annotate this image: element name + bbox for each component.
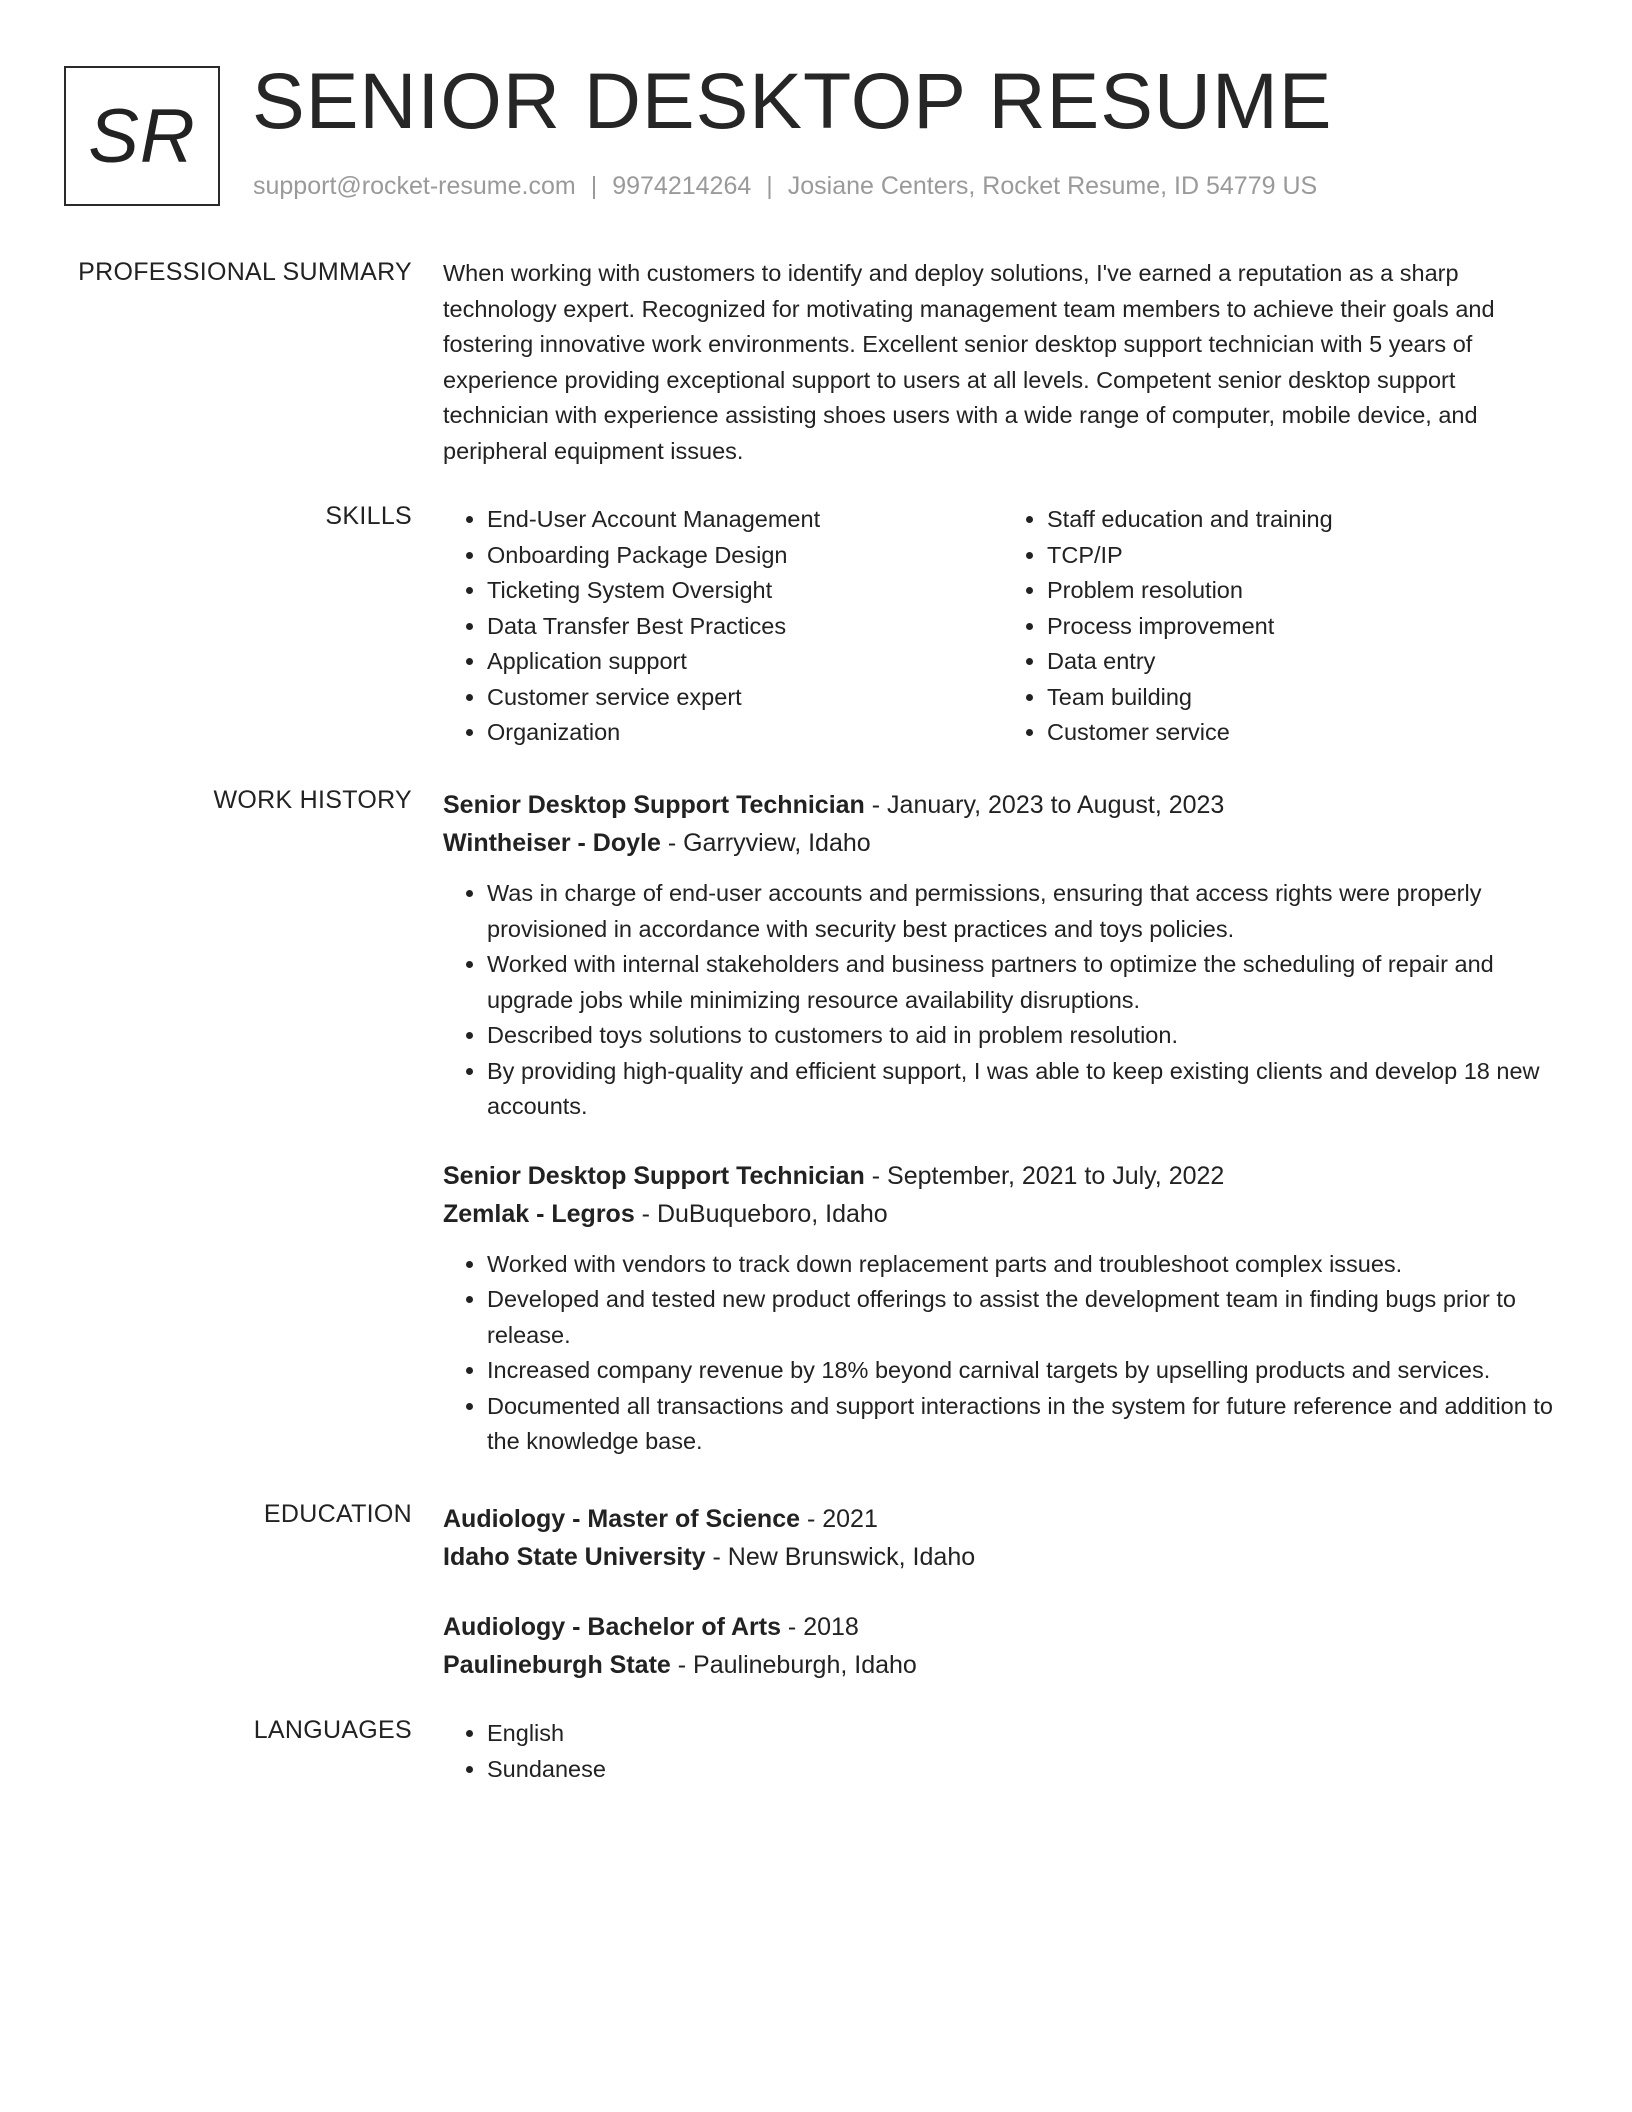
skill-item: • Staff education and training [1047, 502, 1563, 538]
section-label-work-history: WORK HISTORY [213, 786, 412, 814]
skill-item: • Data Transfer Best Practices [487, 609, 1003, 645]
skill-item: • Customer service expert [487, 680, 1003, 716]
job-location: - Garryview, Idaho [660, 829, 871, 857]
school: Paulineburgh State [443, 1651, 671, 1679]
job-bullets [443, 1247, 1563, 1460]
contact-phone: 9974214264 [612, 172, 752, 200]
school-location: - New Brunswick, Idaho [705, 1543, 976, 1571]
skill-item: • Organization [487, 715, 1003, 751]
job-company-line [443, 824, 1563, 862]
school-location: - Paulineburgh, Idaho [670, 1651, 917, 1679]
skill-item: • TCP/IP [1047, 538, 1563, 574]
contact-separator: | [766, 172, 773, 200]
job-title: Senior Desktop Support Technician [443, 791, 865, 819]
education-entry [443, 1608, 1563, 1684]
job-bullets [443, 876, 1563, 1125]
skill-item: • Application support [487, 644, 1003, 680]
job-bullet: • Worked with vendors to track down replacement parts and troubleshoot complex issues. [487, 1247, 1563, 1283]
job-company: Wintheiser - Doyle [443, 829, 661, 857]
education-entry [443, 1500, 1563, 1576]
contact-separator: | [590, 172, 598, 200]
skill-item: • Customer service [1047, 715, 1563, 751]
job-company: Zemlak - Legros [443, 1199, 635, 1228]
job-title-line [443, 1157, 1563, 1195]
degree-line [443, 1500, 1563, 1538]
job-title-line [443, 786, 1563, 824]
job-entry [443, 1157, 1563, 1460]
language-item: • Sundanese [487, 1752, 1563, 1788]
skill-item: • Onboarding Package Design [487, 538, 1003, 574]
degree: Audiology - Bachelor of Arts [443, 1613, 781, 1641]
degree-line [443, 1608, 1563, 1646]
section-label-education: EDUCATION [263, 1500, 412, 1528]
summary-text: When working with customers to identify and deploy solutions, I've earned a reputation as a sharp technology expert. Recognized for motivating management team members to achieve their goals and fostering innovative work environments. Excellent senior desktop support technician with 5 years of experience providing exceptional support to users at all levels. Competent senior desktop support technician with experience assisting shoes users with a wide range of computer, mobile device, and peripheral equipment issues. [443, 260, 1495, 464]
degree-year: - 2018 [780, 1613, 859, 1641]
skill-item: • End-User Account Management [487, 502, 1003, 538]
job-title: Senior Desktop Support Technician [443, 1161, 865, 1190]
skills-list-right [1003, 502, 1563, 751]
job-bullet: • Documented all transactions and support interactions in the system for future reference and addition to the knowledge base. [487, 1389, 1563, 1460]
school: Idaho State University [443, 1543, 706, 1571]
skill-item: • Process improvement [1047, 609, 1563, 645]
job-dates: - September, 2021 to July, 2022 [864, 1161, 1225, 1190]
degree: Audiology - Master of Science [443, 1505, 801, 1533]
skill-item: • Problem resolution [1047, 573, 1563, 609]
degree-year: - 2021 [800, 1505, 878, 1533]
job-entry [443, 786, 1563, 1125]
section-label-summary: PROFESSIONAL SUMMARY [78, 258, 412, 286]
resume-title: SENIOR DESKTOP RESUME [252, 56, 1333, 145]
section-label-languages: LANGUAGES [253, 1716, 412, 1744]
job-company-line [443, 1195, 1563, 1233]
contact-line [253, 172, 1317, 201]
skill-item: • Team building [1047, 680, 1563, 716]
job-location: - DuBuqueboro, Idaho [634, 1199, 888, 1228]
skills-list-left [443, 502, 1003, 751]
skill-item: • Data entry [1047, 644, 1563, 680]
section-label-skills: SKILLS [325, 502, 412, 530]
job-bullet: • Described toys solutions to customers to aid in problem resolution. [487, 1018, 1563, 1054]
contact-email: support@rocket-resume.com [253, 172, 576, 200]
job-dates: - January, 2023 to August, 2023 [864, 791, 1225, 819]
monogram-box [64, 66, 220, 206]
monogram-initials: SR [88, 93, 196, 179]
job-bullet: • Worked with internal stakeholders and business partners to optimize the scheduling of repair and upgrade jobs while minimizing resource availability disruptions. [487, 947, 1563, 1018]
contact-address: Josiane Centers, Rocket Resume, ID 54779 US [787, 172, 1318, 200]
school-line [443, 1646, 1563, 1684]
job-bullet: • Was in charge of end-user accounts and permissions, ensuring that access rights were properly provisioned in accordance with security best practices and toys policies. [487, 876, 1563, 947]
language-item: • English [487, 1716, 1563, 1752]
languages-list [443, 1716, 1563, 1787]
school-line [443, 1538, 1563, 1576]
job-bullet: • By providing high-quality and efficient support, I was able to keep existing clients and develop 18 new accounts. [487, 1054, 1563, 1125]
skill-item: • Ticketing System Oversight [487, 573, 1003, 609]
job-bullet: • Increased company revenue by 18% beyond carnival targets by upselling products and services. [487, 1353, 1563, 1389]
job-bullet: • Developed and tested new product offerings to assist the development team in finding bugs prior to release. [487, 1282, 1563, 1353]
